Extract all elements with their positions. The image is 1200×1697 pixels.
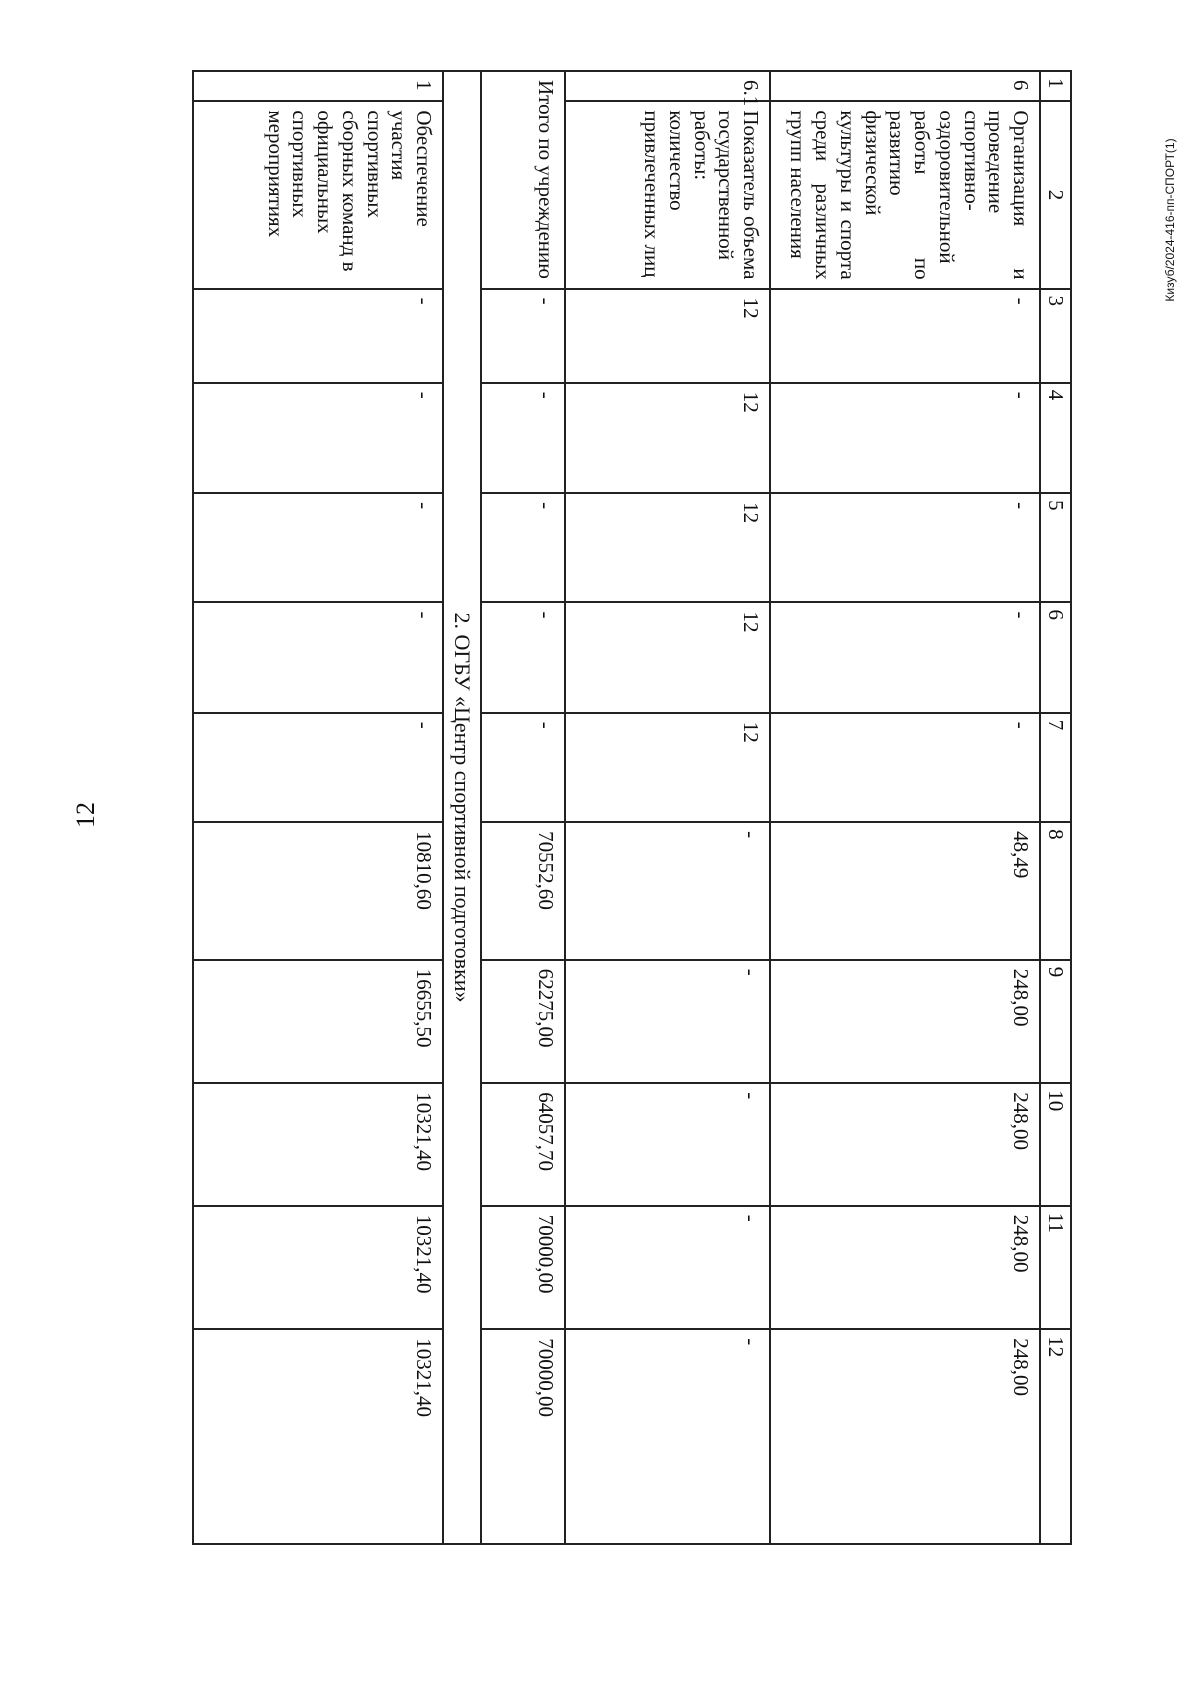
cell-value: -: [565, 1206, 770, 1330]
cell-value: -: [481, 383, 565, 493]
cell-value: 64057,70: [481, 1083, 565, 1205]
row-number: 6: [770, 71, 1040, 101]
col-number: 4: [1040, 383, 1071, 493]
col-number: 9: [1040, 960, 1071, 1084]
col-number: 7: [1040, 713, 1071, 822]
cell-value: -: [193, 602, 443, 712]
table-row: [193, 71, 443, 1544]
cell-value: 248,00: [770, 1083, 1040, 1205]
cell-value: -: [565, 1329, 770, 1544]
col-number: 2: [1040, 101, 1071, 288]
cell-value: -: [193, 713, 443, 822]
cell-value: 248,00: [770, 1206, 1040, 1330]
cell-value: 248,00: [770, 960, 1040, 1084]
col-number: 5: [1040, 493, 1071, 602]
section-header-row: [443, 71, 481, 1544]
cell-value: 12: [565, 289, 770, 383]
cell-value: 70000,00: [481, 1329, 565, 1544]
rotated-table-container: [192, 70, 1072, 1545]
col-number: 8: [1040, 822, 1071, 960]
row-name: Показатель объема государственной работы: количество привлеченных лиц: [565, 101, 770, 288]
cell-value: -: [481, 713, 565, 822]
cell-value: 62275,00: [481, 960, 565, 1084]
cell-value: -: [481, 289, 565, 383]
cell-value: 70552,60: [481, 822, 565, 960]
table-row: [565, 71, 770, 1544]
row-number: 1: [193, 71, 443, 101]
cell-value: 10810,60: [193, 822, 443, 960]
cell-value: -: [481, 493, 565, 602]
cell-value: -: [770, 383, 1040, 493]
cell-value: -: [193, 493, 443, 602]
cell-value: 10321,40: [193, 1329, 443, 1544]
cell-value: -: [770, 493, 1040, 602]
total-row: [481, 71, 565, 1544]
cell-value: 10321,40: [193, 1206, 443, 1330]
row-name: Организация и проведение спортивно-оздоровительной работы по развитию физической культуры и спорта среди различных групп населения: [770, 101, 1040, 288]
col-number: 11: [1040, 1206, 1071, 1330]
cell-value: 48,49: [770, 822, 1040, 960]
cell-value: 248,00: [770, 1329, 1040, 1544]
cell-value: -: [565, 1083, 770, 1205]
cell-value: 16655,50: [193, 960, 443, 1084]
cell-value: -: [770, 713, 1040, 822]
cell-value: -: [193, 289, 443, 383]
row-number: 6.1: [565, 71, 770, 101]
cell-value: -: [193, 383, 443, 493]
cell-value: -: [770, 602, 1040, 712]
cell-value: 12: [565, 493, 770, 602]
col-number: 3: [1040, 289, 1071, 383]
cell-value: 12: [565, 602, 770, 712]
budget-table: [192, 70, 1072, 1545]
total-label: Итого по учреждению: [481, 71, 565, 289]
cell-value: -: [565, 960, 770, 1084]
cell-value: 12: [565, 713, 770, 822]
table-row: [770, 71, 1040, 1544]
column-number-row: [1040, 71, 1071, 1544]
col-number: 10: [1040, 1083, 1071, 1205]
document-code: Кизуб/2024-416-пп-СПОРТ(1): [1163, 138, 1177, 302]
page-number: 12: [71, 802, 100, 828]
cell-value: -: [565, 822, 770, 960]
cell-value: -: [481, 602, 565, 712]
cell-value: 12: [565, 383, 770, 493]
col-number: 6: [1040, 602, 1071, 712]
cell-value: 70000,00: [481, 1206, 565, 1330]
col-number: 12: [1040, 1329, 1071, 1544]
cell-value: -: [770, 289, 1040, 383]
section-title: 2. ОГБУ «Центр спортивной подготовки»: [443, 71, 481, 1544]
col-number: 1: [1040, 71, 1071, 101]
cell-value: 10321,40: [193, 1083, 443, 1205]
row-name: Обеспечение участия спортивных сборных команд в официальных спортивных мероприятиях: [193, 101, 443, 288]
